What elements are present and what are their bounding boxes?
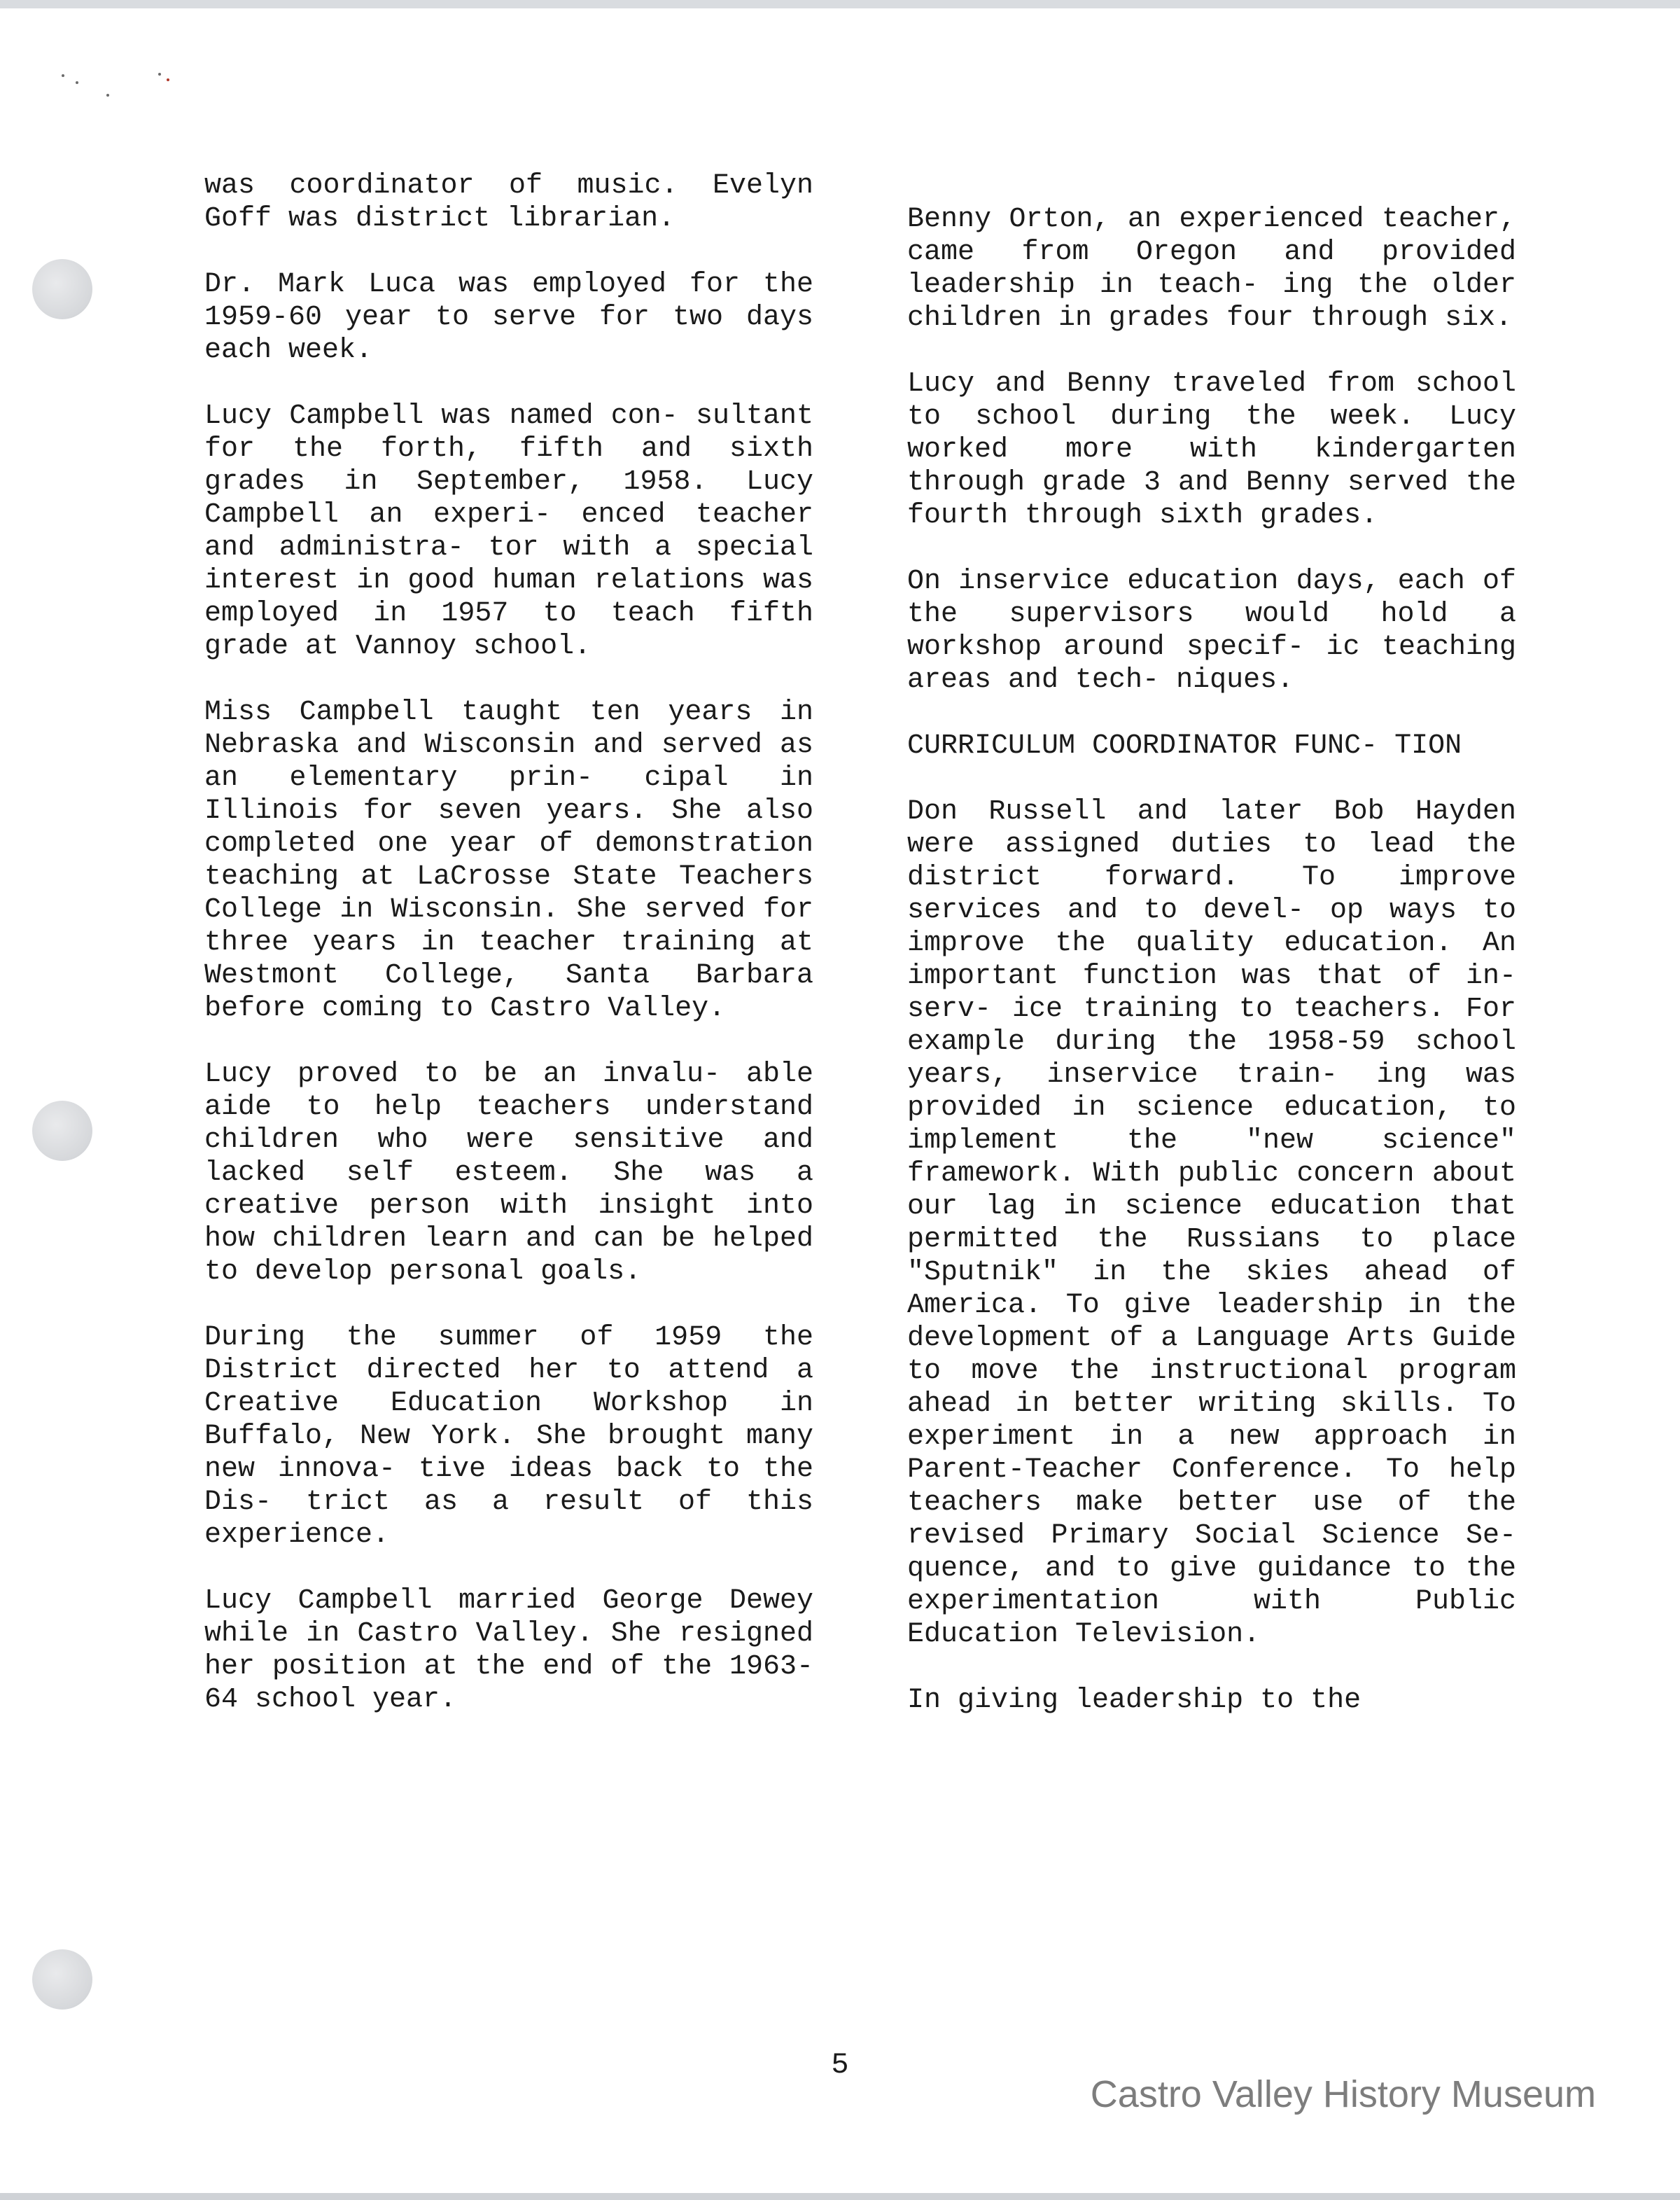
watermark: Castro Valley History Museum	[1090, 2073, 1596, 2115]
paragraph: Dr. Mark Luca was employed for the 1959-60 year to serve for two days each week.	[204, 269, 813, 366]
scan-top-edge	[0, 0, 1680, 8]
left-text-column	[204, 169, 813, 1716]
paragraph: During the summer of 1959 the District directed her to attend a Creative Education Workshop in Buffalo, New York. She brought many new innova- tive ideas back to the Dis- trict as a result of this experience.	[204, 1322, 813, 1551]
right-text-column	[907, 203, 1516, 1717]
paragraph: In giving leadership to the	[907, 1685, 1362, 1716]
paragraph: Benny Orton, an experienced teacher, came from Oregon and provided leadership in teach- ing the older children in grades four through six.	[907, 204, 1516, 334]
punch-hole-bottom	[32, 1949, 92, 2010]
paragraph: Miss Campbell taught ten years in Nebraska and Wisconsin and served as an elementary prin- cipal in Illinois for seven years. She also completed one year of demonstration teaching at LaCrosse State Teachers College in Wisconsin. She served for three years in teacher training at Westmont College, Santa Barbara before coming to Castro Valley.	[204, 697, 813, 1024]
paragraph: Don Russell and later Bob Hayden were assigned duties to lead the district forward. To improve services and to devel- op ways to improve the quality education. An important function was that of in-serv- ice training to teachers. For example during the 1958-59 school years, inservice train- ing was provided in science education, to implement the "new science" framework. With public concern about our lag in science education that permitted the Russians to place "Sputnik" in the skies ahead of America. To give leadership in the development of a Language Arts Guide to move the instructional program ahead in better writing skills. To experiment in a new approach in Parent-Teacher Conference. To help teachers make better use of the revised Primary Social Science Se- quence, and to give guidance to the experimentation with Public Education Television.	[907, 796, 1516, 1650]
scan-bottom-edge	[0, 2193, 1680, 2200]
scan-speck	[76, 81, 78, 84]
paragraph: Lucy Campbell married George Dewey while in Castro Valley. She resigned her position at the end of the 1963-64 school year.	[204, 1585, 813, 1715]
scan-speck	[158, 73, 161, 76]
punch-hole-middle	[32, 1101, 92, 1161]
section-heading: CURRICULUM COORDINATOR FUNC- TION	[907, 730, 1462, 762]
scan-speck	[167, 78, 169, 81]
scan-speck	[106, 94, 109, 97]
page-number: 5	[831, 2048, 849, 2082]
paragraph: was coordinator of music. Evelyn Goff was district librarian.	[204, 170, 813, 235]
paragraph: Lucy and Benny traveled from school to school during the week. Lucy worked more with kindergarten through grade 3 and Benny served the fourth through sixth grades.	[907, 368, 1516, 531]
punch-hole-top	[32, 259, 92, 319]
paragraph: Lucy proved to be an invalu- able aide to help teachers understand children who were sensitive and lacked self esteem. She was a creative person with insight into how children learn and can be helped to develop personal goals.	[204, 1059, 813, 1288]
paragraph: On inservice education days, each of the supervisors would hold a workshop around specif- ic teaching areas and tech- niques.	[907, 566, 1516, 696]
scan-speck	[62, 74, 64, 77]
paragraph: Lucy Campbell was named con- sultant for the forth, fifth and sixth grades in September, 1958. Lucy Campbell an experi- enced teacher and administra- tor with a special interest in good human relations was employed in 1957 to teach fifth grade at Vannoy school.	[204, 401, 813, 662]
